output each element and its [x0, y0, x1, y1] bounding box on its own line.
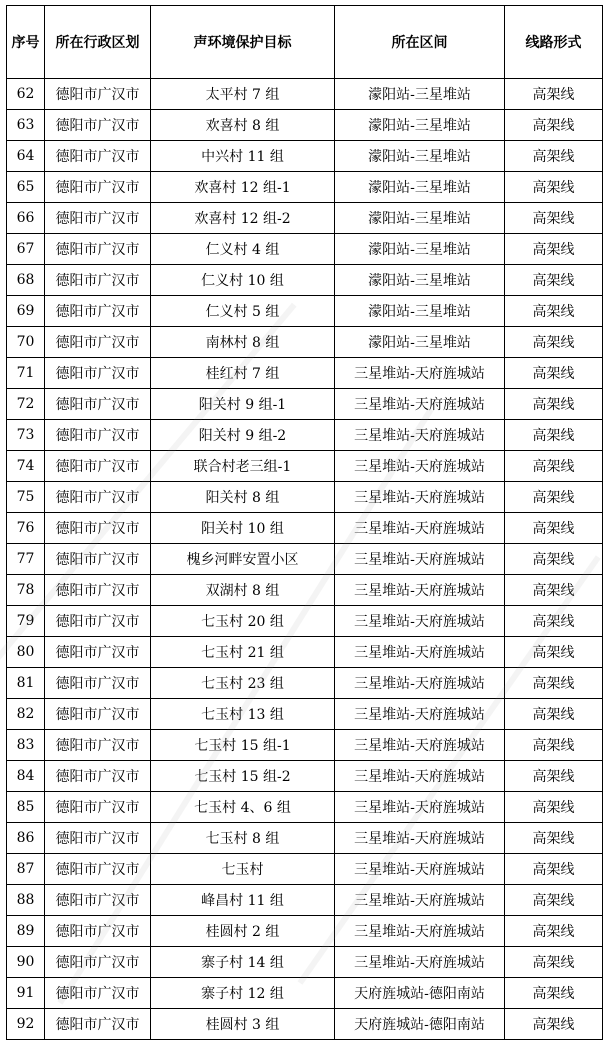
- cell-index: 77: [7, 544, 45, 575]
- table-row: [7, 916, 603, 947]
- cell-noise-target: 仁义村 4 组: [151, 234, 335, 265]
- cell-line-type: 高架线: [505, 358, 603, 389]
- cell-section: 三星堆站-天府旌城站: [335, 513, 505, 544]
- cell-admin-region: 德阳市广汉市: [45, 947, 151, 978]
- cell-noise-target: 槐乡河畔安置小区: [151, 544, 335, 575]
- cell-noise-target: 欢喜村 8 组: [151, 110, 335, 141]
- cell-index: 72: [7, 389, 45, 420]
- cell-index: 65: [7, 172, 45, 203]
- cell-noise-target: 太平村 7 组: [151, 79, 335, 110]
- table-row: [7, 761, 603, 792]
- cell-admin-region: 德阳市广汉市: [45, 203, 151, 234]
- cell-admin-region: 德阳市广汉市: [45, 544, 151, 575]
- cell-section: 濛阳站-三星堆站: [335, 327, 505, 358]
- cell-index: 68: [7, 265, 45, 296]
- cell-admin-region: 德阳市广汉市: [45, 358, 151, 389]
- cell-admin-region: 德阳市广汉市: [45, 420, 151, 451]
- header-section: 所在区间: [335, 6, 505, 79]
- cell-line-type: 高架线: [505, 978, 603, 1009]
- cell-noise-target: 中兴村 11 组: [151, 141, 335, 172]
- cell-section: 三星堆站-天府旌城站: [335, 606, 505, 637]
- cell-admin-region: 德阳市广汉市: [45, 1009, 151, 1040]
- cell-section: 三星堆站-天府旌城站: [335, 358, 505, 389]
- cell-admin-region: 德阳市广汉市: [45, 265, 151, 296]
- table-row: [7, 1009, 603, 1040]
- cell-section: 三星堆站-天府旌城站: [335, 451, 505, 482]
- cell-section: 濛阳站-三星堆站: [335, 296, 505, 327]
- cell-line-type: 高架线: [505, 761, 603, 792]
- cell-admin-region: 德阳市广汉市: [45, 978, 151, 1009]
- table-row: [7, 203, 603, 234]
- cell-line-type: 高架线: [505, 885, 603, 916]
- cell-admin-region: 德阳市广汉市: [45, 451, 151, 482]
- cell-section: 三星堆站-天府旌城站: [335, 916, 505, 947]
- cell-index: 88: [7, 885, 45, 916]
- cell-index: 78: [7, 575, 45, 606]
- cell-section: 濛阳站-三星堆站: [335, 141, 505, 172]
- cell-admin-region: 德阳市广汉市: [45, 699, 151, 730]
- cell-admin-region: 德阳市广汉市: [45, 730, 151, 761]
- cell-index: 76: [7, 513, 45, 544]
- cell-index: 69: [7, 296, 45, 327]
- table-row: [7, 823, 603, 854]
- table-row: [7, 575, 603, 606]
- cell-line-type: 高架线: [505, 792, 603, 823]
- cell-admin-region: 德阳市广汉市: [45, 668, 151, 699]
- cell-section: 三星堆站-天府旌城站: [335, 792, 505, 823]
- cell-line-type: 高架线: [505, 1009, 603, 1040]
- table-row: [7, 668, 603, 699]
- cell-section: 三星堆站-天府旌城站: [335, 730, 505, 761]
- cell-index: 80: [7, 637, 45, 668]
- table-row: [7, 265, 603, 296]
- cell-noise-target: 欢喜村 12 组-1: [151, 172, 335, 203]
- cell-index: 83: [7, 730, 45, 761]
- cell-noise-target: 欢喜村 12 组-2: [151, 203, 335, 234]
- cell-line-type: 高架线: [505, 854, 603, 885]
- cell-line-type: 高架线: [505, 327, 603, 358]
- cell-admin-region: 德阳市广汉市: [45, 916, 151, 947]
- cell-admin-region: 德阳市广汉市: [45, 885, 151, 916]
- cell-line-type: 高架线: [505, 916, 603, 947]
- cell-section: 天府旌城站-德阳南站: [335, 1009, 505, 1040]
- cell-line-type: 高架线: [505, 637, 603, 668]
- cell-noise-target: 仁义村 5 组: [151, 296, 335, 327]
- cell-noise-target: 七玉村 21 组: [151, 637, 335, 668]
- table-row: [7, 637, 603, 668]
- cell-noise-target: 阳关村 8 组: [151, 482, 335, 513]
- cell-noise-target: 桂红村 7 组: [151, 358, 335, 389]
- cell-line-type: 高架线: [505, 203, 603, 234]
- cell-index: 85: [7, 792, 45, 823]
- table-row: [7, 79, 603, 110]
- cell-section: 三星堆站-天府旌城站: [335, 947, 505, 978]
- cell-noise-target: 阳关村 9 组-2: [151, 420, 335, 451]
- cell-admin-region: 德阳市广汉市: [45, 482, 151, 513]
- cell-admin-region: 德阳市广汉市: [45, 513, 151, 544]
- cell-admin-region: 德阳市广汉市: [45, 234, 151, 265]
- cell-noise-target: 阳关村 10 组: [151, 513, 335, 544]
- cell-admin-region: 德阳市广汉市: [45, 854, 151, 885]
- cell-index: 79: [7, 606, 45, 637]
- cell-section: 三星堆站-天府旌城站: [335, 854, 505, 885]
- cell-section: 濛阳站-三星堆站: [335, 110, 505, 141]
- cell-index: 66: [7, 203, 45, 234]
- cell-section: 濛阳站-三星堆站: [335, 265, 505, 296]
- cell-line-type: 高架线: [505, 947, 603, 978]
- header-noise-target: 声环境保护目标: [151, 6, 335, 79]
- cell-noise-target: 寨子村 14 组: [151, 947, 335, 978]
- cell-section: 濛阳站-三星堆站: [335, 234, 505, 265]
- table-row: [7, 327, 603, 358]
- cell-index: 87: [7, 854, 45, 885]
- cell-noise-target: 七玉村 20 组: [151, 606, 335, 637]
- cell-line-type: 高架线: [505, 265, 603, 296]
- table-row: [7, 978, 603, 1009]
- cell-line-type: 高架线: [505, 296, 603, 327]
- cell-admin-region: 德阳市广汉市: [45, 172, 151, 203]
- table-row: [7, 110, 603, 141]
- table-row: [7, 544, 603, 575]
- cell-admin-region: 德阳市广汉市: [45, 79, 151, 110]
- cell-line-type: 高架线: [505, 234, 603, 265]
- cell-noise-target: 南林村 8 组: [151, 327, 335, 358]
- cell-line-type: 高架线: [505, 575, 603, 606]
- cell-admin-region: 德阳市广汉市: [45, 141, 151, 172]
- cell-line-type: 高架线: [505, 451, 603, 482]
- table-row: [7, 606, 603, 637]
- cell-admin-region: 德阳市广汉市: [45, 389, 151, 420]
- cell-admin-region: 德阳市广汉市: [45, 637, 151, 668]
- cell-index: 89: [7, 916, 45, 947]
- cell-admin-region: 德阳市广汉市: [45, 606, 151, 637]
- header-admin-region: 所在行政区划: [45, 6, 151, 79]
- cell-line-type: 高架线: [505, 513, 603, 544]
- cell-line-type: 高架线: [505, 699, 603, 730]
- cell-section: 三星堆站-天府旌城站: [335, 420, 505, 451]
- table-row: [7, 947, 603, 978]
- table-row: [7, 234, 603, 265]
- cell-section: 三星堆站-天府旌城站: [335, 699, 505, 730]
- table-row: [7, 699, 603, 730]
- cell-section: 三星堆站-天府旌城站: [335, 544, 505, 575]
- cell-section: 三星堆站-天府旌城站: [335, 482, 505, 513]
- cell-line-type: 高架线: [505, 172, 603, 203]
- header-line-type: 线路形式: [505, 6, 603, 79]
- table-row: [7, 296, 603, 327]
- cell-index: 74: [7, 451, 45, 482]
- cell-index: 75: [7, 482, 45, 513]
- cell-line-type: 高架线: [505, 420, 603, 451]
- cell-index: 84: [7, 761, 45, 792]
- cell-section: 三星堆站-天府旌城站: [335, 823, 505, 854]
- cell-index: 81: [7, 668, 45, 699]
- cell-admin-region: 德阳市广汉市: [45, 110, 151, 141]
- table-row: [7, 141, 603, 172]
- cell-admin-region: 德阳市广汉市: [45, 823, 151, 854]
- table-header-row: [7, 6, 603, 79]
- cell-section: 三星堆站-天府旌城站: [335, 668, 505, 699]
- cell-admin-region: 德阳市广汉市: [45, 792, 151, 823]
- cell-index: 64: [7, 141, 45, 172]
- cell-line-type: 高架线: [505, 730, 603, 761]
- cell-noise-target: 仁义村 10 组: [151, 265, 335, 296]
- cell-section: 三星堆站-天府旌城站: [335, 575, 505, 606]
- cell-index: 82: [7, 699, 45, 730]
- cell-line-type: 高架线: [505, 544, 603, 575]
- cell-line-type: 高架线: [505, 823, 603, 854]
- cell-section: 三星堆站-天府旌城站: [335, 389, 505, 420]
- cell-noise-target: 七玉村 8 组: [151, 823, 335, 854]
- cell-line-type: 高架线: [505, 79, 603, 110]
- cell-line-type: 高架线: [505, 482, 603, 513]
- table-body: [7, 79, 603, 1040]
- table-row: [7, 482, 603, 513]
- table-row: [7, 358, 603, 389]
- cell-section: 三星堆站-天府旌城站: [335, 885, 505, 916]
- cell-noise-target: 七玉村: [151, 854, 335, 885]
- cell-line-type: 高架线: [505, 668, 603, 699]
- table-row: [7, 420, 603, 451]
- table-row: [7, 389, 603, 420]
- cell-noise-target: 联合村老三组-1: [151, 451, 335, 482]
- table-row: [7, 451, 603, 482]
- table-row: [7, 885, 603, 916]
- table-row: [7, 513, 603, 544]
- cell-line-type: 高架线: [505, 110, 603, 141]
- cell-noise-target: 七玉村 13 组: [151, 699, 335, 730]
- cell-noise-target: 七玉村 15 组-1: [151, 730, 335, 761]
- cell-section: 濛阳站-三星堆站: [335, 172, 505, 203]
- cell-section: 三星堆站-天府旌城站: [335, 637, 505, 668]
- cell-admin-region: 德阳市广汉市: [45, 575, 151, 606]
- header-index: 序号: [7, 6, 45, 79]
- cell-noise-target: 桂圆村 2 组: [151, 916, 335, 947]
- cell-admin-region: 德阳市广汉市: [45, 761, 151, 792]
- cell-noise-target: 峰昌村 11 组: [151, 885, 335, 916]
- cell-admin-region: 德阳市广汉市: [45, 327, 151, 358]
- cell-noise-target: 阳关村 9 组-1: [151, 389, 335, 420]
- cell-index: 90: [7, 947, 45, 978]
- table-row: [7, 792, 603, 823]
- cell-section: 濛阳站-三星堆站: [335, 79, 505, 110]
- sensitive-targets-table: [6, 5, 603, 1040]
- cell-noise-target: 寨子村 12 组: [151, 978, 335, 1009]
- cell-line-type: 高架线: [505, 389, 603, 420]
- table-row: [7, 730, 603, 761]
- cell-index: 67: [7, 234, 45, 265]
- cell-admin-region: 德阳市广汉市: [45, 296, 151, 327]
- document-page: [6, 5, 602, 1040]
- table-row: [7, 854, 603, 885]
- cell-section: 三星堆站-天府旌城站: [335, 761, 505, 792]
- cell-noise-target: 七玉村 4、6 组: [151, 792, 335, 823]
- cell-noise-target: 七玉村 15 组-2: [151, 761, 335, 792]
- cell-section: 濛阳站-三星堆站: [335, 203, 505, 234]
- table-row: [7, 172, 603, 203]
- cell-noise-target: 七玉村 23 组: [151, 668, 335, 699]
- cell-line-type: 高架线: [505, 606, 603, 637]
- cell-index: 92: [7, 1009, 45, 1040]
- cell-index: 63: [7, 110, 45, 141]
- cell-noise-target: 双湖村 8 组: [151, 575, 335, 606]
- cell-line-type: 高架线: [505, 141, 603, 172]
- cell-index: 73: [7, 420, 45, 451]
- cell-index: 71: [7, 358, 45, 389]
- cell-index: 70: [7, 327, 45, 358]
- cell-index: 91: [7, 978, 45, 1009]
- cell-index: 86: [7, 823, 45, 854]
- cell-noise-target: 桂圆村 3 组: [151, 1009, 335, 1040]
- cell-index: 62: [7, 79, 45, 110]
- cell-section: 天府旌城站-德阳南站: [335, 978, 505, 1009]
